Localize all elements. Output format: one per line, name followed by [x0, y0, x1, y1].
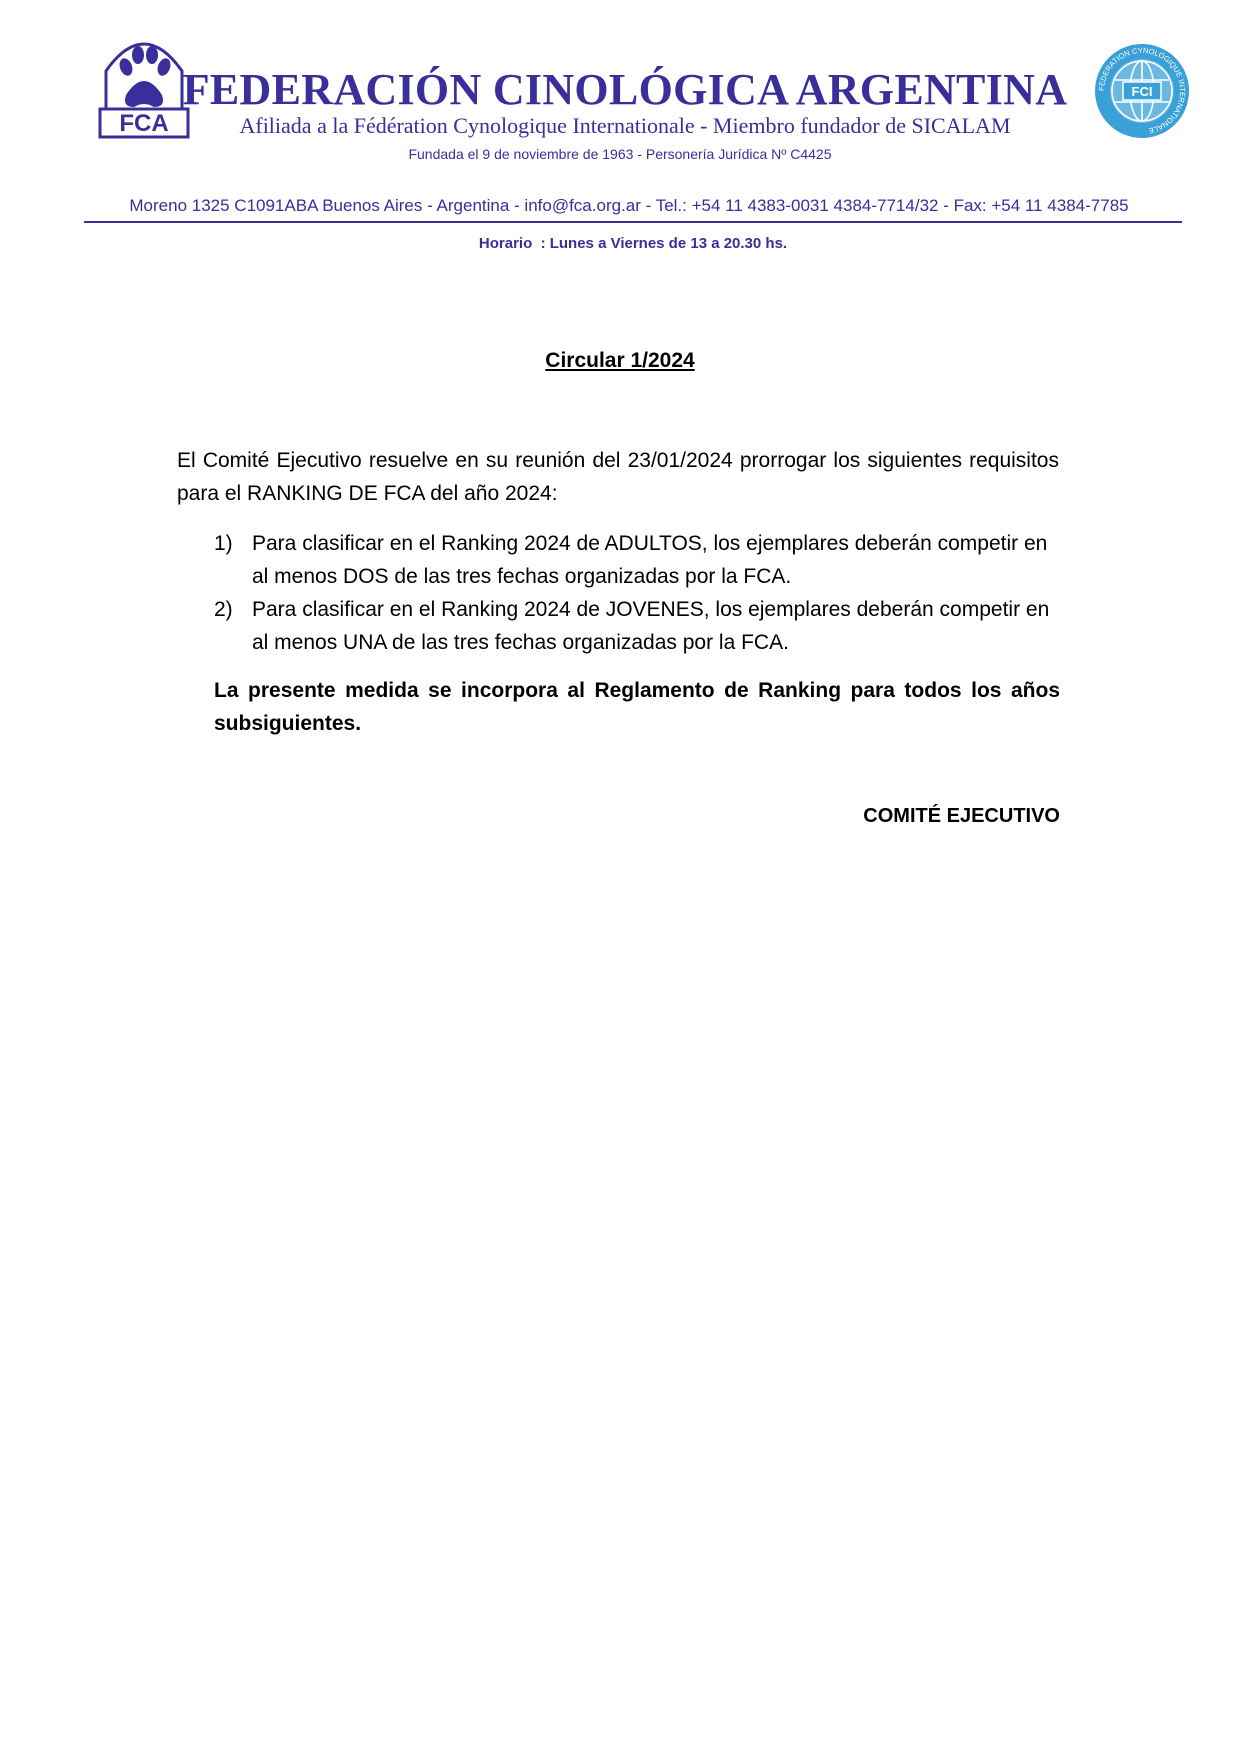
list-item-number: 1): [214, 532, 233, 555]
header-divider: [84, 221, 1182, 223]
list-item-text: Para clasificar en el Ranking 2024 de JOVENES, los ejemplares deberán competir en al menos UNA de las tres fechas organizadas por la FCA.: [252, 598, 1050, 654]
document-title: Circular 1/2024: [545, 349, 695, 372]
organization-founded: Fundada el 9 de noviembre de 1963 - Personería Jurídica Nº C4425: [408, 146, 832, 162]
signature: COMITÉ EJECUTIVO: [863, 805, 1060, 827]
organization-name: FEDERACIÓN CINOLÓGICA ARGENTINA: [182, 65, 1068, 114]
intro-paragraph: El Comité Ejecutivo resuelve en su reunión del 23/01/2024 prorrogar los siguientes requisitos para el RANKING DE FCA del año 2024:: [177, 449, 1059, 505]
office-hours: Horario : Lunes a Viernes de 13 a 20.30 hs.: [478, 235, 788, 252]
organization-affiliation: Afiliada a la Fédération Cynologique Internationale - Miembro fundador de SICALAM: [239, 113, 1011, 138]
requirements-list: [214, 527, 1060, 659]
list-item-text: Para clasificar en el Ranking 2024 de ADULTOS, los ejemplares deberán competir en al menos DOS de las tres fechas organizadas por la FCA.: [252, 532, 1048, 588]
fca-logo-text: FCA: [119, 110, 169, 137]
fci-ring-text-path: FEDERATION CYNOLOGIQUE INTERNATIONALE: [1096, 45, 1188, 136]
fci-logo-text: FCI: [1131, 84, 1153, 99]
list-item: [214, 527, 1060, 593]
list-item: [214, 593, 1060, 659]
organization-address: Moreno 1325 C1091ABA Buenos Aires - Argentina - info@fca.org.ar - Tel.: +54 11 4383-0031 4384-7714/32 - Fax: +54 11 4384-7785: [129, 196, 1129, 215]
note-paragraph: La presente medida se incorpora al Reglamento de Ranking para todos los años subsiguientes.: [214, 679, 1060, 735]
list-item-number: 2): [214, 598, 233, 621]
fci-logo: [1093, 42, 1191, 140]
